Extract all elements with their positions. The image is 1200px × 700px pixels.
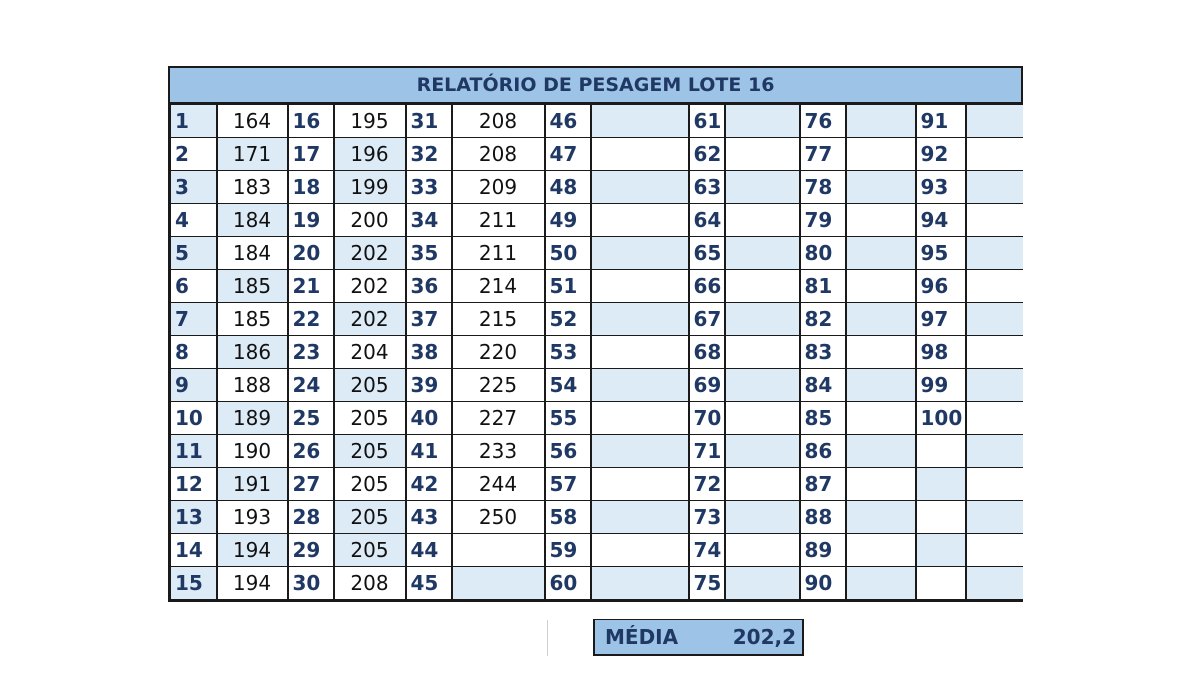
weight-value: 200 — [334, 204, 406, 237]
weight-value — [846, 567, 916, 600]
item-number: 42 — [406, 468, 452, 501]
weight-value — [725, 237, 800, 270]
item-number: 69 — [689, 369, 725, 402]
weight-value — [966, 138, 1023, 171]
item-number: 68 — [689, 336, 725, 369]
cell-divider — [547, 620, 548, 656]
weight-value: 195 — [334, 105, 406, 138]
weight-value — [452, 567, 545, 600]
weight-value: 205 — [334, 402, 406, 435]
weight-value — [725, 567, 800, 600]
item-number: 16 — [288, 105, 334, 138]
weight-value — [846, 138, 916, 171]
item-number: 43 — [406, 501, 452, 534]
table-row — [171, 402, 1023, 435]
item-number: 92 — [916, 138, 966, 171]
report-title: RELATÓRIO DE PESAGEM LOTE 16 — [170, 68, 1021, 104]
item-number: 93 — [916, 171, 966, 204]
weight-value: 188 — [217, 369, 288, 402]
item-number: 44 — [406, 534, 452, 567]
item-number: 40 — [406, 402, 452, 435]
item-number: 87 — [800, 468, 846, 501]
item-number: 29 — [288, 534, 334, 567]
weight-value — [846, 468, 916, 501]
weight-value — [846, 336, 916, 369]
item-number: 91 — [916, 105, 966, 138]
item-number: 28 — [288, 501, 334, 534]
item-number: 32 — [406, 138, 452, 171]
item-number: 4 — [171, 204, 217, 237]
weight-value — [846, 237, 916, 270]
item-number: 49 — [545, 204, 591, 237]
item-number: 79 — [800, 204, 846, 237]
weight-value — [591, 369, 689, 402]
item-number: 70 — [689, 402, 725, 435]
weight-value — [591, 105, 689, 138]
item-number: 82 — [800, 303, 846, 336]
item-number: 85 — [800, 402, 846, 435]
weight-value: 208 — [452, 105, 545, 138]
table-row — [171, 501, 1023, 534]
weight-value: 202 — [334, 270, 406, 303]
weight-value: 194 — [217, 534, 288, 567]
item-number: 50 — [545, 237, 591, 270]
item-number: 54 — [545, 369, 591, 402]
weight-value: 211 — [452, 237, 545, 270]
item-number: 38 — [406, 336, 452, 369]
weight-value: 205 — [334, 435, 406, 468]
weight-value — [591, 303, 689, 336]
weight-value: 215 — [452, 303, 545, 336]
item-number: 41 — [406, 435, 452, 468]
item-number: 73 — [689, 501, 725, 534]
item-number: 61 — [689, 105, 725, 138]
item-number: 9 — [171, 369, 217, 402]
weight-value: 225 — [452, 369, 545, 402]
weight-value — [725, 138, 800, 171]
item-number: 95 — [916, 237, 966, 270]
item-number — [916, 468, 966, 501]
item-number: 67 — [689, 303, 725, 336]
item-number: 96 — [916, 270, 966, 303]
weight-value — [966, 501, 1023, 534]
item-number: 3 — [171, 171, 217, 204]
item-number: 11 — [171, 435, 217, 468]
item-number: 59 — [545, 534, 591, 567]
item-number: 71 — [689, 435, 725, 468]
item-number: 60 — [545, 567, 591, 600]
item-number: 100 — [916, 402, 966, 435]
item-number: 37 — [406, 303, 452, 336]
weight-value — [725, 204, 800, 237]
table-row — [171, 204, 1023, 237]
weight-value — [591, 171, 689, 204]
average-box — [593, 619, 804, 656]
table-row — [171, 105, 1023, 138]
weight-value — [725, 336, 800, 369]
weight-value: 214 — [452, 270, 545, 303]
weight-value — [591, 237, 689, 270]
table-row — [171, 567, 1023, 600]
table-row — [171, 270, 1023, 303]
weight-value — [846, 204, 916, 237]
weight-value — [725, 435, 800, 468]
weight-value — [846, 534, 916, 567]
table-row — [171, 468, 1023, 501]
weight-value: 205 — [334, 501, 406, 534]
table-row — [171, 303, 1023, 336]
item-number: 15 — [171, 567, 217, 600]
weight-value — [846, 435, 916, 468]
item-number: 63 — [689, 171, 725, 204]
item-number: 97 — [916, 303, 966, 336]
item-number: 76 — [800, 105, 846, 138]
average-value: 202,2 — [732, 625, 796, 649]
item-number: 46 — [545, 105, 591, 138]
item-number: 45 — [406, 567, 452, 600]
weight-value — [591, 138, 689, 171]
item-number — [916, 534, 966, 567]
weight-value — [725, 303, 800, 336]
weight-value — [725, 468, 800, 501]
weight-value — [966, 204, 1023, 237]
item-number: 47 — [545, 138, 591, 171]
weight-value — [846, 270, 916, 303]
weight-value — [846, 369, 916, 402]
item-number: 31 — [406, 105, 452, 138]
item-number: 80 — [800, 237, 846, 270]
item-number: 6 — [171, 270, 217, 303]
weight-value — [966, 303, 1023, 336]
item-number: 8 — [171, 336, 217, 369]
weight-value — [725, 270, 800, 303]
weight-value — [846, 402, 916, 435]
weight-value — [966, 369, 1023, 402]
item-number: 64 — [689, 204, 725, 237]
item-number — [916, 501, 966, 534]
table-row — [171, 534, 1023, 567]
weight-value — [966, 534, 1023, 567]
weight-value — [725, 402, 800, 435]
weight-value: 193 — [217, 501, 288, 534]
weight-value: 205 — [334, 468, 406, 501]
item-number: 58 — [545, 501, 591, 534]
table-row — [171, 435, 1023, 468]
item-number: 57 — [545, 468, 591, 501]
weight-value: 202 — [334, 237, 406, 270]
item-number: 86 — [800, 435, 846, 468]
weight-value — [591, 567, 689, 600]
item-number: 14 — [171, 534, 217, 567]
weight-value — [591, 402, 689, 435]
item-number: 1 — [171, 105, 217, 138]
item-number: 66 — [689, 270, 725, 303]
item-number: 33 — [406, 171, 452, 204]
weight-value: 202 — [334, 303, 406, 336]
table-row — [171, 237, 1023, 270]
weight-value: 184 — [217, 204, 288, 237]
weight-value: 186 — [217, 336, 288, 369]
weight-value: 191 — [217, 468, 288, 501]
item-number: 72 — [689, 468, 725, 501]
table-row — [171, 171, 1023, 204]
item-number: 36 — [406, 270, 452, 303]
item-number: 30 — [288, 567, 334, 600]
weight-value: 208 — [452, 138, 545, 171]
weight-value: 184 — [217, 237, 288, 270]
weight-value — [846, 105, 916, 138]
item-number: 83 — [800, 336, 846, 369]
item-number: 53 — [545, 336, 591, 369]
item-number: 98 — [916, 336, 966, 369]
weight-value — [966, 105, 1023, 138]
item-number: 10 — [171, 402, 217, 435]
weight-value: 244 — [452, 468, 545, 501]
item-number: 13 — [171, 501, 217, 534]
item-number: 5 — [171, 237, 217, 270]
weight-value: 208 — [334, 567, 406, 600]
table-row — [171, 138, 1023, 171]
item-number: 24 — [288, 369, 334, 402]
weight-value — [725, 105, 800, 138]
table-row — [171, 369, 1023, 402]
weight-value: 204 — [334, 336, 406, 369]
item-number: 48 — [545, 171, 591, 204]
item-number: 27 — [288, 468, 334, 501]
item-number: 22 — [288, 303, 334, 336]
weighing-report-sheet — [168, 66, 1023, 602]
weight-value: 199 — [334, 171, 406, 204]
weight-value: 233 — [452, 435, 545, 468]
weight-value — [966, 336, 1023, 369]
weight-value — [591, 204, 689, 237]
item-number: 35 — [406, 237, 452, 270]
item-number: 23 — [288, 336, 334, 369]
item-number: 52 — [545, 303, 591, 336]
weight-value — [591, 468, 689, 501]
weight-value: 250 — [452, 501, 545, 534]
weight-value — [966, 435, 1023, 468]
weight-value: 171 — [217, 138, 288, 171]
item-number: 65 — [689, 237, 725, 270]
weight-value: 164 — [217, 105, 288, 138]
item-number: 12 — [171, 468, 217, 501]
item-number: 99 — [916, 369, 966, 402]
item-number: 2 — [171, 138, 217, 171]
weight-value — [966, 171, 1023, 204]
item-number: 20 — [288, 237, 334, 270]
weight-value: 211 — [452, 204, 545, 237]
weight-value: 190 — [217, 435, 288, 468]
weight-value — [846, 501, 916, 534]
item-number: 75 — [689, 567, 725, 600]
item-number: 21 — [288, 270, 334, 303]
item-number — [916, 435, 966, 468]
weight-value: 205 — [334, 534, 406, 567]
weight-value — [966, 237, 1023, 270]
item-number: 78 — [800, 171, 846, 204]
weight-value — [725, 501, 800, 534]
weight-value: 227 — [452, 402, 545, 435]
weight-value — [966, 468, 1023, 501]
weight-value — [725, 369, 800, 402]
weight-value: 205 — [334, 369, 406, 402]
weight-value — [725, 171, 800, 204]
item-number: 19 — [288, 204, 334, 237]
weight-value — [966, 567, 1023, 600]
average-label: MÉDIA — [605, 625, 679, 649]
weight-value — [966, 402, 1023, 435]
weight-value — [966, 270, 1023, 303]
weight-value — [725, 534, 800, 567]
item-number: 26 — [288, 435, 334, 468]
weight-value — [591, 336, 689, 369]
item-number: 39 — [406, 369, 452, 402]
weight-value — [591, 435, 689, 468]
weight-value — [591, 501, 689, 534]
weight-value: 185 — [217, 270, 288, 303]
weight-value: 194 — [217, 567, 288, 600]
weighing-table — [170, 104, 1023, 600]
item-number: 17 — [288, 138, 334, 171]
weight-value: 209 — [452, 171, 545, 204]
item-number: 88 — [800, 501, 846, 534]
item-number: 94 — [916, 204, 966, 237]
item-number: 62 — [689, 138, 725, 171]
table-row — [171, 336, 1023, 369]
item-number: 25 — [288, 402, 334, 435]
item-number: 55 — [545, 402, 591, 435]
item-number: 51 — [545, 270, 591, 303]
item-number: 81 — [800, 270, 846, 303]
item-number: 77 — [800, 138, 846, 171]
weight-value — [591, 534, 689, 567]
item-number: 34 — [406, 204, 452, 237]
weight-value: 220 — [452, 336, 545, 369]
weight-value — [846, 171, 916, 204]
item-number: 7 — [171, 303, 217, 336]
item-number: 84 — [800, 369, 846, 402]
weight-value: 183 — [217, 171, 288, 204]
item-number: 74 — [689, 534, 725, 567]
item-number: 56 — [545, 435, 591, 468]
weight-value: 196 — [334, 138, 406, 171]
weight-value — [452, 534, 545, 567]
weight-value — [591, 270, 689, 303]
weight-value: 189 — [217, 402, 288, 435]
weight-value — [846, 303, 916, 336]
item-number: 90 — [800, 567, 846, 600]
weight-value: 185 — [217, 303, 288, 336]
item-number: 18 — [288, 171, 334, 204]
item-number: 89 — [800, 534, 846, 567]
item-number — [916, 567, 966, 600]
